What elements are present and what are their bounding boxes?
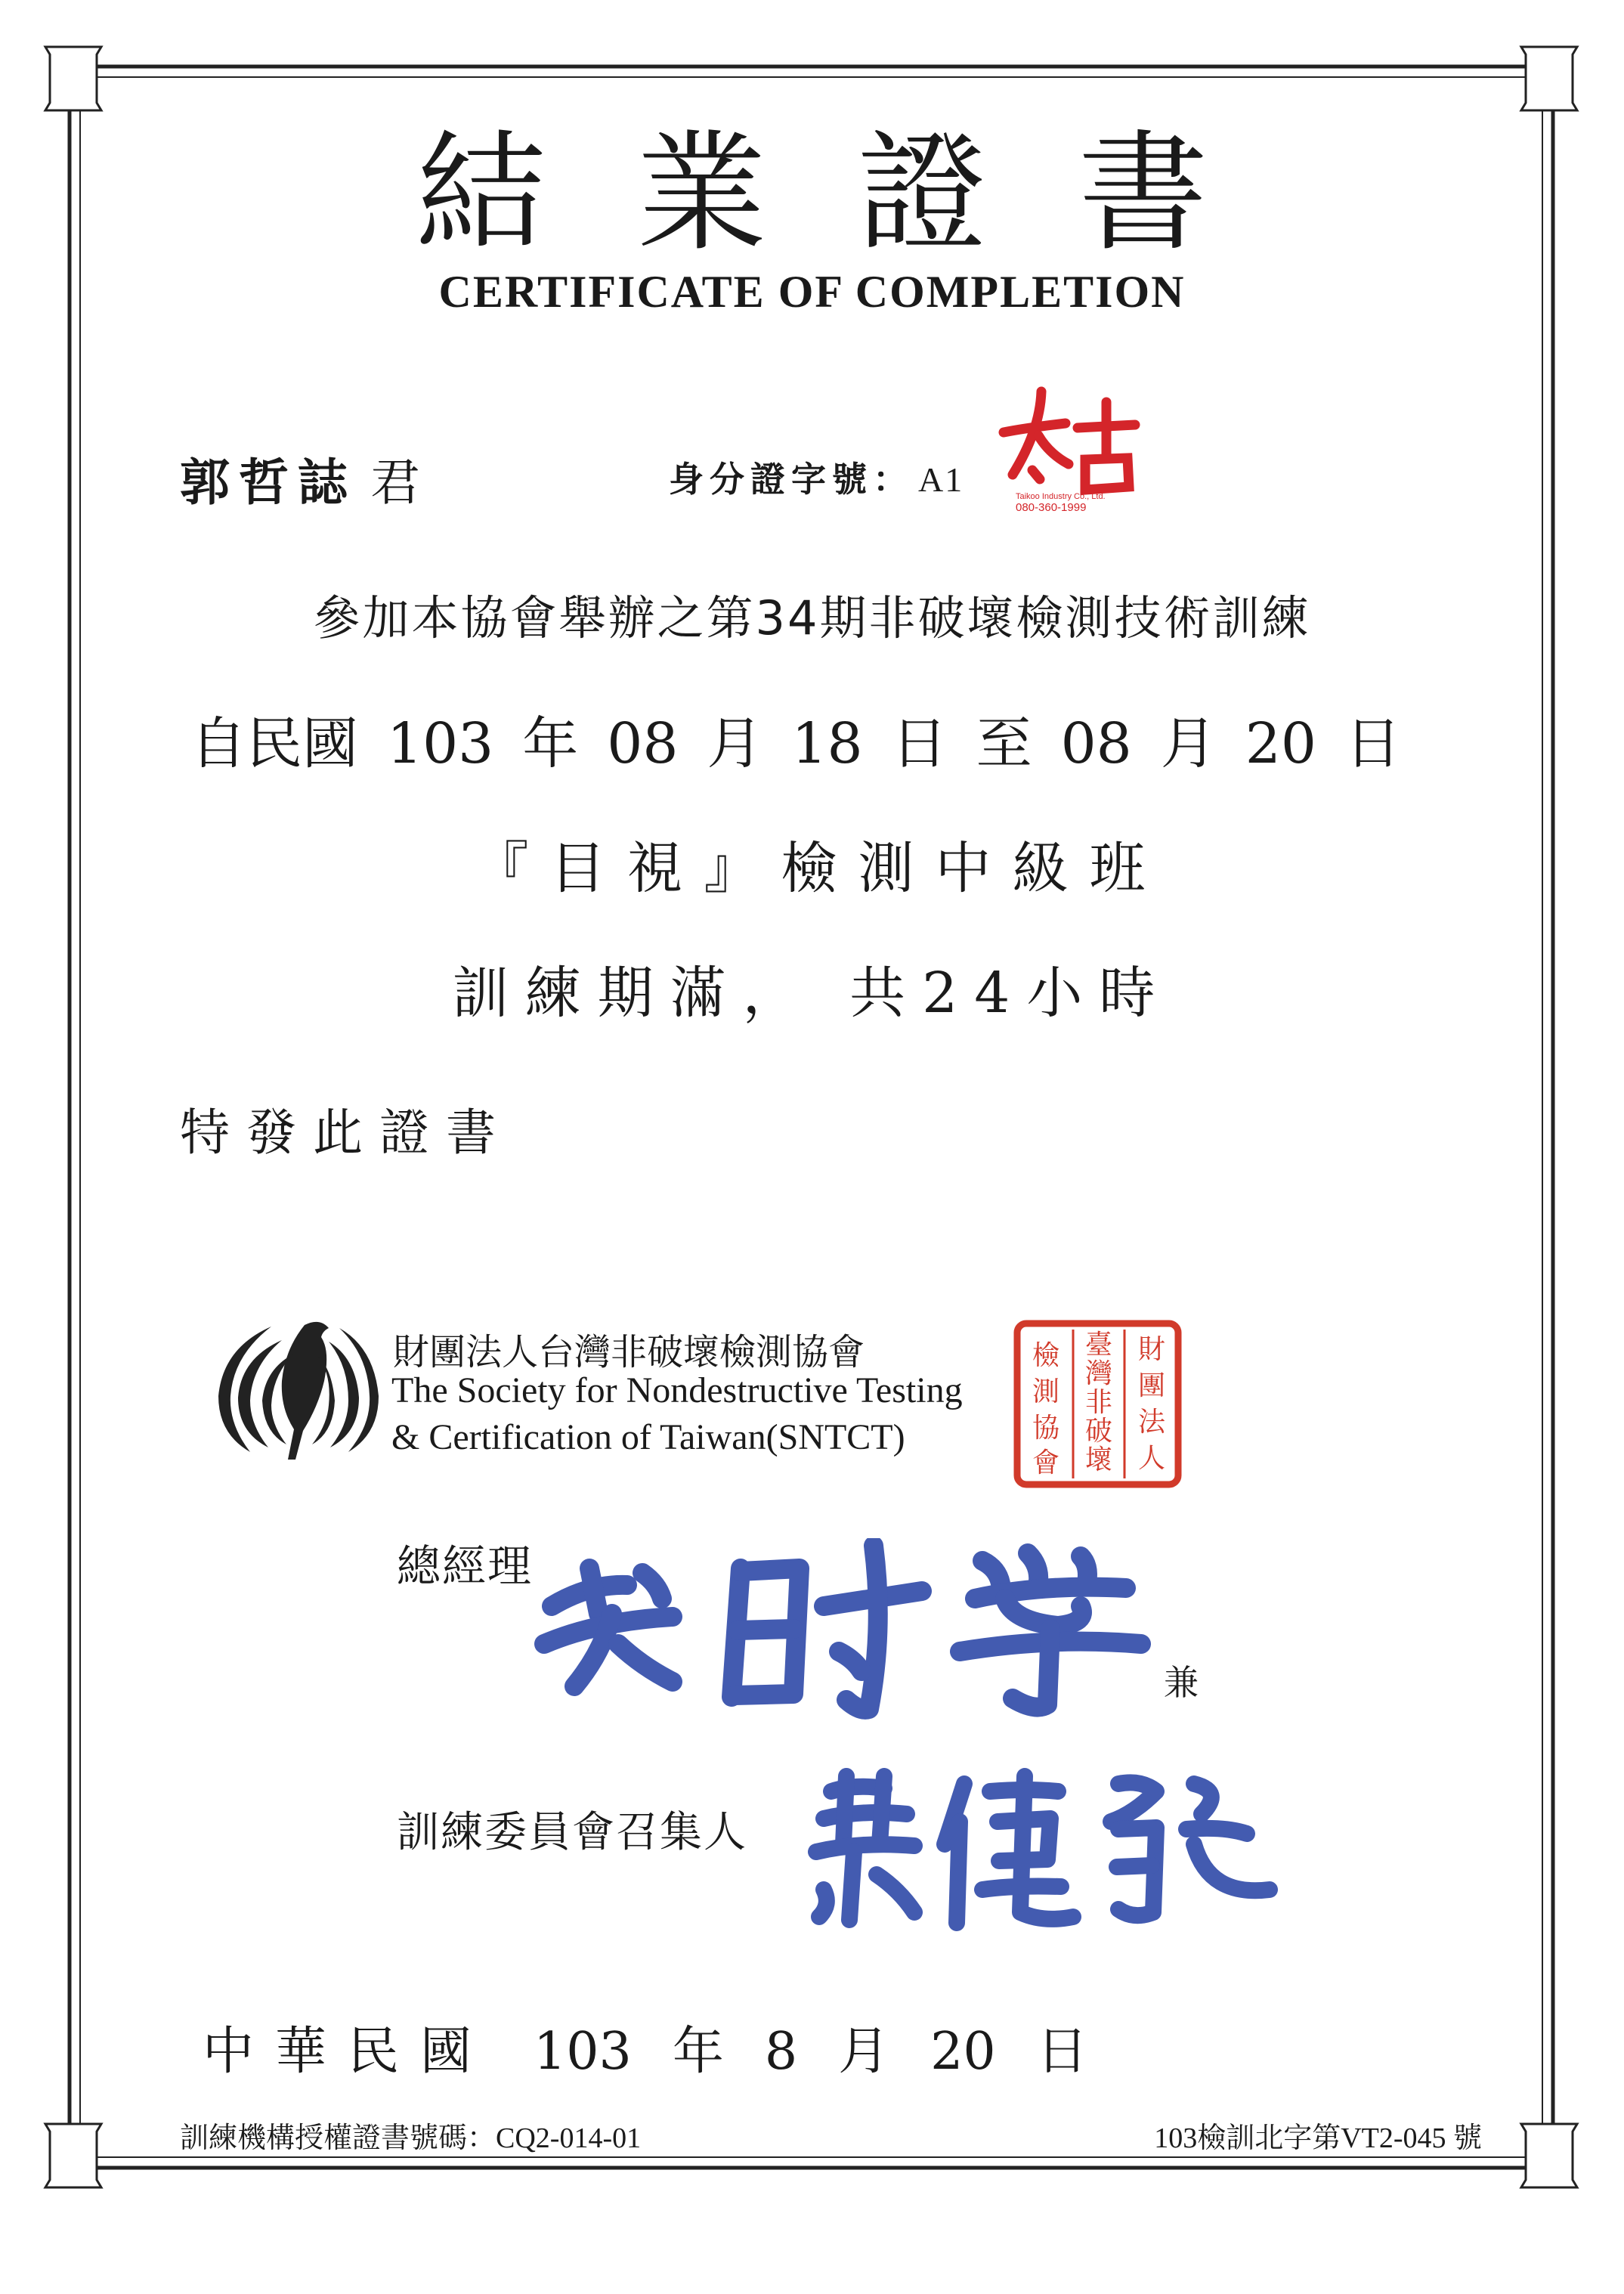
certificate-title-zh: 結業證書 — [416, 117, 1299, 269]
month-unit: 月 — [707, 711, 763, 776]
honorific: 君 — [370, 454, 420, 512]
end-month: 08 — [1060, 711, 1132, 776]
concurrent-label: 兼 — [1164, 1662, 1199, 1703]
day-unit-2: 日 — [1344, 711, 1401, 776]
year-unit: 年 — [522, 711, 579, 776]
id-number-line — [669, 452, 964, 502]
certificate-serial-number: 103檢訓北字第VT2-045 號 — [1154, 2122, 1482, 2154]
recipient-name: 郭哲誌 — [180, 453, 357, 512]
svg-text:破: 破 — [1084, 1416, 1113, 1447]
convener-signature — [801, 1761, 1285, 1935]
start-day: 18 — [791, 711, 863, 776]
svg-text:會: 會 — [1032, 1447, 1060, 1478]
authorization-number: 訓練機構授權證書號碼：CQ2-014-01 — [180, 2122, 642, 2154]
general-manager-signature — [529, 1538, 1156, 1720]
issue-day-unit: 日 — [1036, 2022, 1088, 2082]
date-prefix: 自民國 — [190, 711, 358, 776]
issue-era: 中華民國 — [203, 2022, 493, 2082]
svg-text:測: 測 — [1032, 1376, 1060, 1407]
issue-month: 8 — [764, 2022, 798, 2082]
to-word: 至 — [976, 711, 1032, 776]
issue-date-line — [203, 2011, 1129, 2084]
id-label: 身分證字號： — [669, 459, 914, 500]
svg-text:壞: 壞 — [1084, 1444, 1113, 1475]
issue-year: 103 — [534, 2022, 632, 2082]
end-day: 20 — [1245, 711, 1316, 776]
day-unit: 日 — [891, 711, 948, 776]
organization-logo-icon — [215, 1311, 382, 1470]
organization-name-en-2: & Certification of Taiwan(SNTCT) — [391, 1417, 905, 1457]
organization-name-en-1: The Society for Nondestructive Testing — [391, 1370, 963, 1410]
date-range-line — [190, 699, 1430, 779]
id-value: A1 — [918, 460, 964, 499]
hours-line: 訓練期滿， 共24小時 — [452, 961, 1172, 1026]
svg-text:非: 非 — [1084, 1387, 1113, 1418]
course-line: 參加本協會舉辦之第34期非破壞檢測技術訓練 — [313, 590, 1311, 645]
svg-text:臺: 臺 — [1084, 1330, 1113, 1361]
svg-text:協: 協 — [1032, 1413, 1060, 1444]
watermark-stamp-icon — [996, 385, 1147, 514]
convener-label: 訓練委員會召集人 — [397, 1808, 747, 1857]
svg-text:法: 法 — [1137, 1407, 1166, 1438]
month-unit-2: 月 — [1160, 711, 1217, 776]
issue-month-unit: 月 — [838, 2022, 890, 2082]
svg-text:080-360-1999: 080-360-1999 — [1016, 501, 1087, 514]
start-year: 103 — [387, 711, 494, 776]
certificate-title-en: CERTIFICATE OF COMPLETION — [438, 267, 1186, 317]
organization-name-zh: 財團法人台灣非破壞檢測協會 — [393, 1331, 865, 1373]
official-seal-icon — [1013, 1319, 1183, 1489]
svg-text:財: 財 — [1137, 1334, 1166, 1365]
svg-text:檢: 檢 — [1032, 1340, 1060, 1371]
start-month: 08 — [607, 711, 679, 776]
recipient-line — [180, 442, 420, 514]
svg-text:團: 團 — [1137, 1370, 1166, 1401]
issue-year-unit: 年 — [672, 2022, 724, 2082]
svg-text:灣: 灣 — [1084, 1358, 1113, 1389]
issue-statement: 特發此證書 — [180, 1104, 512, 1162]
svg-text:Taikoo Industry Co., Ltd.: Taikoo Industry Co., Ltd. — [1016, 492, 1106, 501]
general-manager-label: 總經理 — [397, 1540, 534, 1592]
class-line: 『目視』檢測中級班 — [472, 836, 1167, 901]
issue-day: 20 — [930, 2022, 996, 2082]
svg-text:人: 人 — [1137, 1443, 1166, 1474]
